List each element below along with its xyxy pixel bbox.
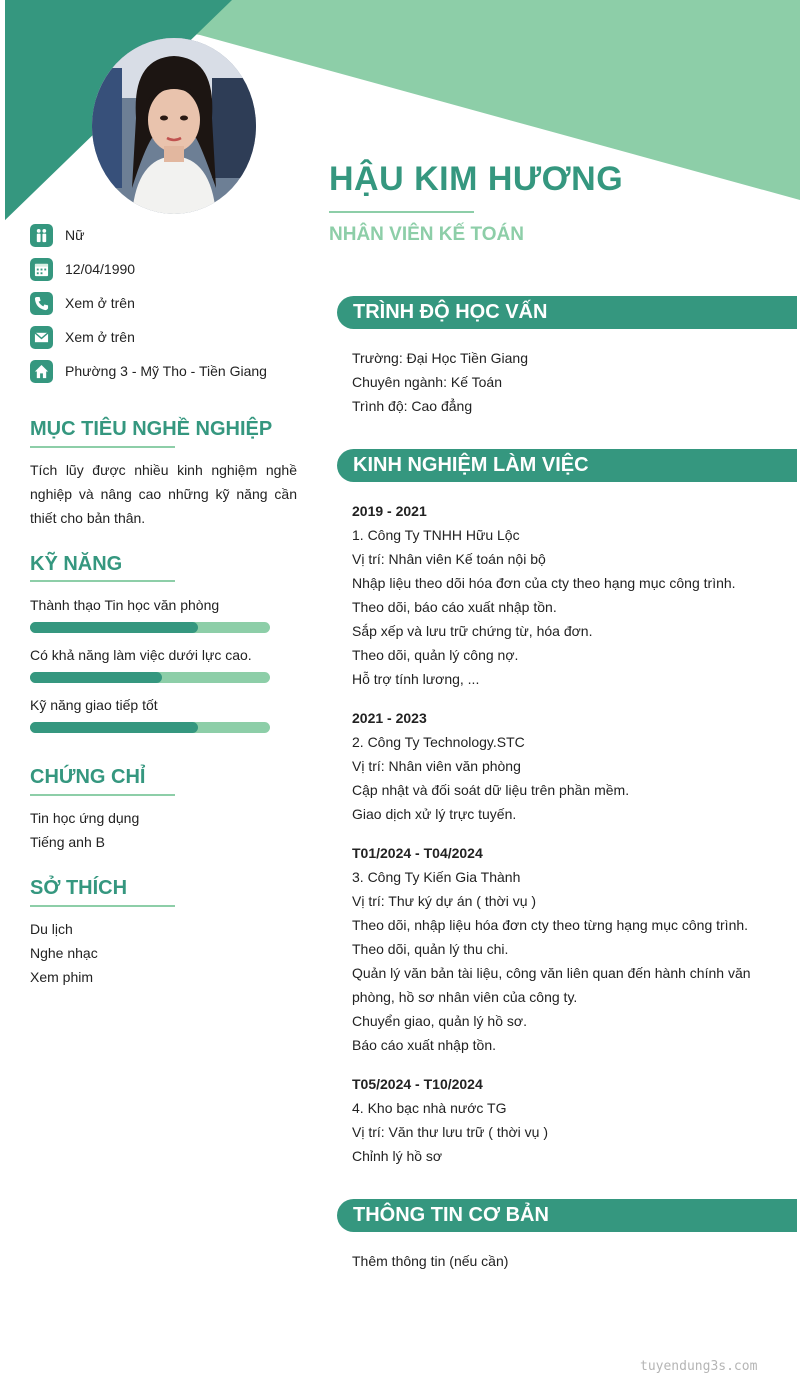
- job-line: Theo dõi, quản lý công nợ.: [352, 647, 519, 663]
- job-line: 2. Công Ty Technology.STC: [352, 734, 525, 750]
- skills-underline: [30, 580, 175, 582]
- basic-info-heading: THÔNG TIN CƠ BẢN: [353, 1204, 549, 1226]
- hobby-item: Du lịch: [30, 921, 73, 937]
- job-line: Giao dịch xử lý trực tuyến.: [352, 806, 517, 822]
- basic-info-section-bar: [337, 1199, 797, 1232]
- info-phone: [30, 291, 135, 315]
- education-line: Trình độ: Cao đẳng: [352, 398, 473, 414]
- job-line: 1. Công Ty TNHH Hữu Lộc: [352, 527, 520, 543]
- objective-underline: [30, 446, 175, 448]
- job-line: Chỉnh lý hồ sơ: [352, 1148, 443, 1164]
- objective-text: Tích lũy được nhiều kinh nghiệm nghề nghiệp và nâng cao những kỹ năng cần thiết cho bản thân.: [30, 462, 297, 526]
- skill-bar-fill: [30, 722, 198, 733]
- skills-heading: KỸ NĂNG: [30, 553, 123, 575]
- info-address-text: Phường 3 - Mỹ Tho - Tiền Giang: [65, 363, 267, 379]
- skill-bar: [30, 622, 270, 633]
- education-section-bar: [337, 296, 797, 329]
- certificate-item: Tin học ứng dụng: [30, 810, 140, 826]
- info-gender-text: Nữ: [65, 227, 85, 243]
- job-line: 3. Công Ty Kiến Gia Thành: [352, 869, 521, 885]
- gender-icon: [30, 224, 53, 247]
- objective-heading: MỤC TIÊU NGHỀ NGHIỆP: [30, 418, 273, 440]
- job-line: Theo dõi, nhập liệu hóa đơn cty theo từng hạng mục công trình.: [352, 917, 749, 933]
- job-line: Sắp xếp và lưu trữ chứng từ, hóa đơn.: [352, 623, 593, 639]
- calendar-icon: [30, 258, 53, 281]
- job-line: Chuyển giao, quản lý hồ sơ.: [352, 1013, 527, 1029]
- certificates-underline: [30, 794, 175, 796]
- home-icon: [30, 360, 53, 383]
- skill-bar-fill: [30, 622, 198, 633]
- skill-label: Có khả năng làm việc dưới lực cao.: [30, 647, 252, 663]
- job-line: Theo dõi, quản lý thu chi.: [352, 941, 509, 957]
- job-line: Quản lý văn bản tài liệu, công văn liên quan đến hành chính văn: [352, 965, 751, 981]
- info-address: [30, 359, 267, 383]
- skill-label: Kỹ năng giao tiếp tốt: [30, 697, 158, 713]
- job-period: 2019 - 2021: [352, 503, 427, 519]
- job-line: Vị trí: Thư ký dự án ( thời vụ ): [352, 893, 537, 909]
- info-birthday: [30, 257, 135, 281]
- skill-label: Thành thạo Tin học văn phòng: [30, 597, 220, 613]
- job-line: Hỗ trợ tính lương, ...: [352, 671, 480, 687]
- job-period: 2021 - 2023: [352, 710, 427, 726]
- skill-bar-fill: [30, 672, 162, 683]
- candidate-name: HẬU KIM HƯƠNG: [329, 160, 624, 198]
- job-title: NHÂN VIÊN KẾ TOÁN: [329, 224, 524, 245]
- education-line: Trường: Đại Học Tiền Giang: [352, 350, 528, 366]
- profile-photo: [92, 38, 256, 214]
- education-heading: TRÌNH ĐỘ HỌC VẤN: [353, 301, 548, 323]
- hobbies-heading: SỞ THÍCH: [30, 877, 128, 899]
- info-birthday-text: 12/04/1990: [65, 261, 136, 277]
- hobby-item: Xem phim: [30, 969, 94, 985]
- basic-info-text: Thêm thông tin (nếu cần): [352, 1253, 509, 1269]
- skill-bar: [30, 722, 270, 733]
- experience-section-bar: [337, 449, 797, 482]
- experience-heading: KINH NGHIỆM LÀM VIỆC: [353, 454, 589, 476]
- email-icon: [30, 326, 53, 349]
- job-line: Theo dõi, báo cáo xuất nhập tồn.: [352, 599, 557, 615]
- certificates-heading: CHỨNG CHỈ: [30, 766, 146, 788]
- skill-bar: [30, 672, 270, 683]
- hobby-item: Nghe nhạc: [30, 945, 98, 961]
- info-gender: [30, 223, 84, 247]
- job-line: Nhập liệu theo dõi hóa đơn của cty theo hạng mục công trình.: [352, 575, 736, 591]
- job-line: Cập nhật và đối soát dữ liệu trên phần mềm.: [352, 782, 630, 798]
- job-line: 4. Kho bạc nhà nước TG: [352, 1100, 507, 1116]
- phone-icon: [30, 292, 53, 315]
- job-period: T05/2024 - T10/2024: [352, 1076, 483, 1092]
- job-line: Báo cáo xuất nhập tồn.: [352, 1037, 496, 1053]
- info-phone-text: Xem ở trên: [65, 295, 135, 311]
- job-period: T01/2024 - T04/2024: [352, 845, 483, 861]
- job-line: Vị trí: Văn thư lưu trữ ( thời vụ ): [352, 1124, 549, 1140]
- info-email-text: Xem ở trên: [65, 329, 135, 345]
- hobbies-underline: [30, 905, 175, 907]
- job-line: Vị trí: Nhân viên văn phòng: [352, 758, 521, 774]
- name-underline: [329, 211, 474, 213]
- certificate-item: Tiếng anh B: [30, 834, 105, 850]
- education-line: Chuyên ngành: Kế Toán: [352, 374, 502, 390]
- job-line: Vị trí: Nhân viên Kế toán nội bộ: [352, 551, 546, 567]
- job-line: phòng, hồ sơ nhân viên của công ty.: [352, 989, 578, 1005]
- watermark: tuyendung3s.com: [640, 1359, 758, 1374]
- info-email: [30, 325, 135, 349]
